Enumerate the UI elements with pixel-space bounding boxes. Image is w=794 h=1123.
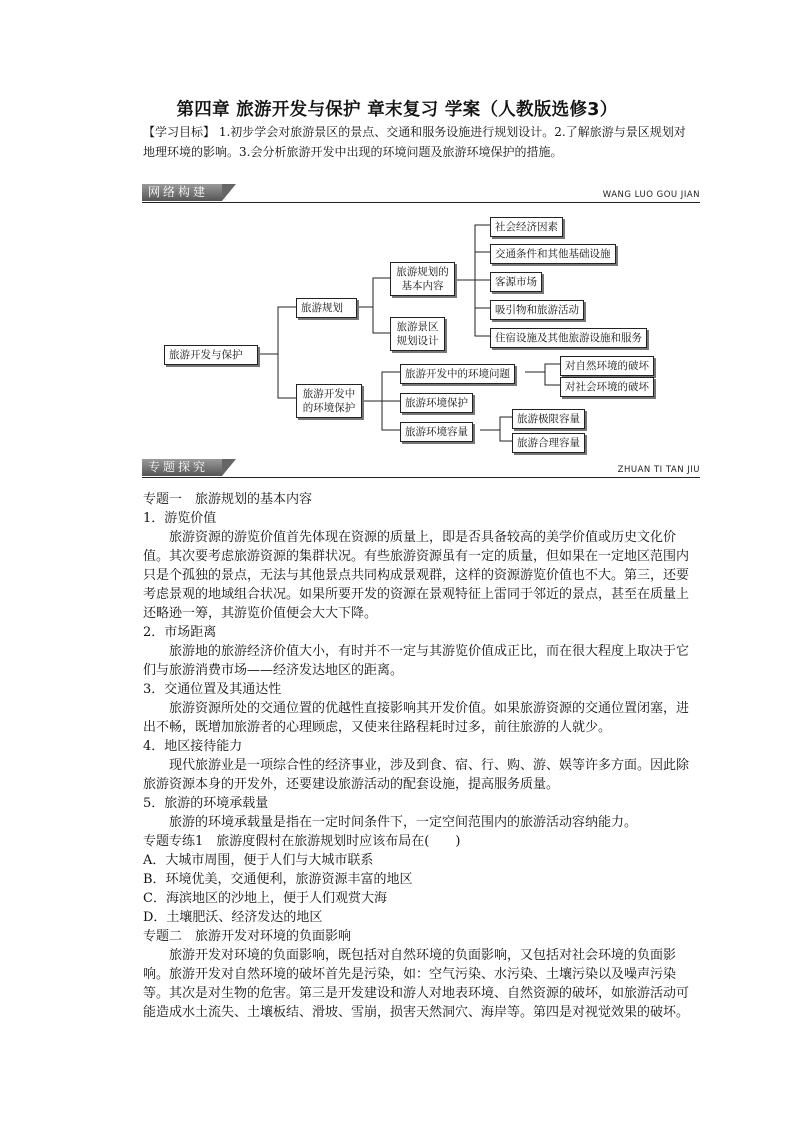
tree-item-attractions: 吸引物和旅游活动 (490, 300, 584, 320)
topic1-heading: 专题一 旅游规划的基本内容 (143, 492, 313, 507)
content-body (143, 490, 691, 1022)
tree-node-basic-content: 旅游规划的基本内容 (390, 262, 455, 296)
tree-item-social-economy: 社会经济因素 (490, 217, 563, 237)
section-heading: 4．地区接待能力 (143, 739, 243, 754)
exercise-question: 专题专练1 旅游度假村在旅游规划时应该布局在( ) (143, 834, 461, 849)
section-paragraph: 旅游资源的游览价值首先体现在资源的质量上，即是否具备较高的美学价值或历史文化价值。其次要考虑旅游资源的集群状况。有些旅游资源虽有一定的质量，但如果在一定地区范围内只是个孤独的景点，无法与其他景点共同构成景观群，这样的资源游览价值也不大。第三，还要考虑景观的地域组合状况。如果所要开发的资源在景观特征上雷同于邻近的景点，甚至在质量上还略逊一筹，其游览价值便会大大下降。 (143, 530, 690, 621)
goals-text: 1.初步学会对旅游景区的景点、交通和服务设施进行规划设计。2.了解旅游与景区规划对地理环境的影响。3.会分析旅游开发中出现的环境问题及旅游环境保护的措施。 (143, 125, 686, 159)
connector-root (258, 307, 296, 398)
tree-node-reasonable-capacity: 旅游合理容量 (512, 433, 585, 453)
goals-label: 【学习目标】 (143, 125, 216, 139)
tree-node-limit-capacity: 旅游极限容量 (512, 409, 585, 429)
banner-rule (142, 477, 700, 478)
tree-node-planning: 旅游规划 (296, 298, 357, 318)
tree-node-capacity: 旅游环境容量 (400, 422, 473, 442)
tree-item-transport: 交通条件和其他基础设施 (490, 244, 616, 264)
banner-pinyin: ZHUAN TI TAN JIU (617, 465, 700, 475)
topic2-heading: 专题二 旅游开发对环境的负面影响 (143, 929, 352, 944)
banner-label: 专题探究 (142, 459, 222, 476)
tree-item-market: 客源市场 (490, 272, 542, 292)
section-paragraph: 旅游地的旅游经济价值大小，有时并不一定与其游览价值成正比，而在很大程度上取决于它们与旅游消费市场——经济发达地区的距离。 (143, 644, 690, 678)
section-paragraph: 旅游的环境承载量是指在一定时间条件下，一定空间范围内的旅游活动容纳能力。 (169, 815, 638, 830)
section-paragraph: 现代旅游业是一项综合性的经济事业，涉及到食、宿、行、购、游、娱等许多方面。因此除旅游资源本身的开发外，还要建设旅游活动的配套设施，提高服务质量。 (143, 758, 690, 792)
connector-env-problems (525, 364, 560, 385)
page-title: 第四章 旅游开发与保护 章末复习 学案（人教版选修3） (176, 100, 618, 120)
tree-node-social-damage: 对社会环境的破坏 (560, 377, 654, 397)
connector-basic-content (455, 225, 490, 336)
tree-node-scenic-design: 旅游景区规划设计 (390, 317, 445, 351)
tree-item-accommodation: 住宿设施及其他旅游设施和服务 (490, 328, 647, 348)
section-heading: 5．旅游的环境承载量 (143, 796, 269, 811)
tree-node-env-protection: 旅游开发中的环境保护 (296, 384, 362, 418)
section-heading: 1．游览价值 (143, 511, 217, 526)
connector-capacity (480, 417, 512, 441)
section-heading: 3．交通位置及其通达性 (143, 682, 282, 697)
exercise-option-b: B．环境优美，交通便利，旅游资源丰富的地区 (143, 872, 413, 887)
banner-pinyin: WANG LUO GOU JIAN (602, 190, 700, 200)
section-paragraph: 旅游资源所处的交通位置的优越性直接影响其开发价值。如果旅游资源的交通位置闭塞，进出不畅，既增加旅游者的心理顾虑，又使来往路程耗时过多，前往旅游的人就少。 (143, 701, 690, 735)
section-banner-topics (142, 459, 700, 479)
exercise-option-c: C．海滨地区的沙地上，便于人们观赏大海 (143, 891, 387, 906)
connector-env (362, 372, 400, 430)
tree-node-env-protect: 旅游环境保护 (400, 393, 473, 413)
exercise-option-d: D．土壤肥沃、经济发达的地区 (143, 910, 323, 925)
banner-label: 网络构建 (142, 184, 222, 201)
exercise-option-a: A．大城市周围，便于人们与大城市联系 (143, 853, 374, 868)
banner-tab-cap (222, 459, 236, 476)
tree-node-root: 旅游开发与保护 (164, 345, 258, 365)
section-heading: 2．市场距离 (143, 625, 217, 640)
connector-planning (357, 278, 390, 333)
topic2-paragraph: 旅游开发对环境的负面影响，既包括对自然环境的负面影响，又包括对社会环境的负面影响。旅游开发对自然环境的破坏首先是污染，如：空气污染、水污染、土壤污染以及噪声污染等。其次是对生物的危害。第三是开发建设和游人对地表环境、自然资源的破坏，如旅游活动可能造成水土流失、土壤板结、滑坡、雪崩，损害天然洞穴、海岸等。第四是对视觉效果的破坏。 (143, 948, 690, 1020)
tree-node-natural-damage: 对自然环境的破坏 (560, 356, 654, 376)
tree-node-env-problems: 旅游开发中的环境问题 (400, 364, 515, 384)
